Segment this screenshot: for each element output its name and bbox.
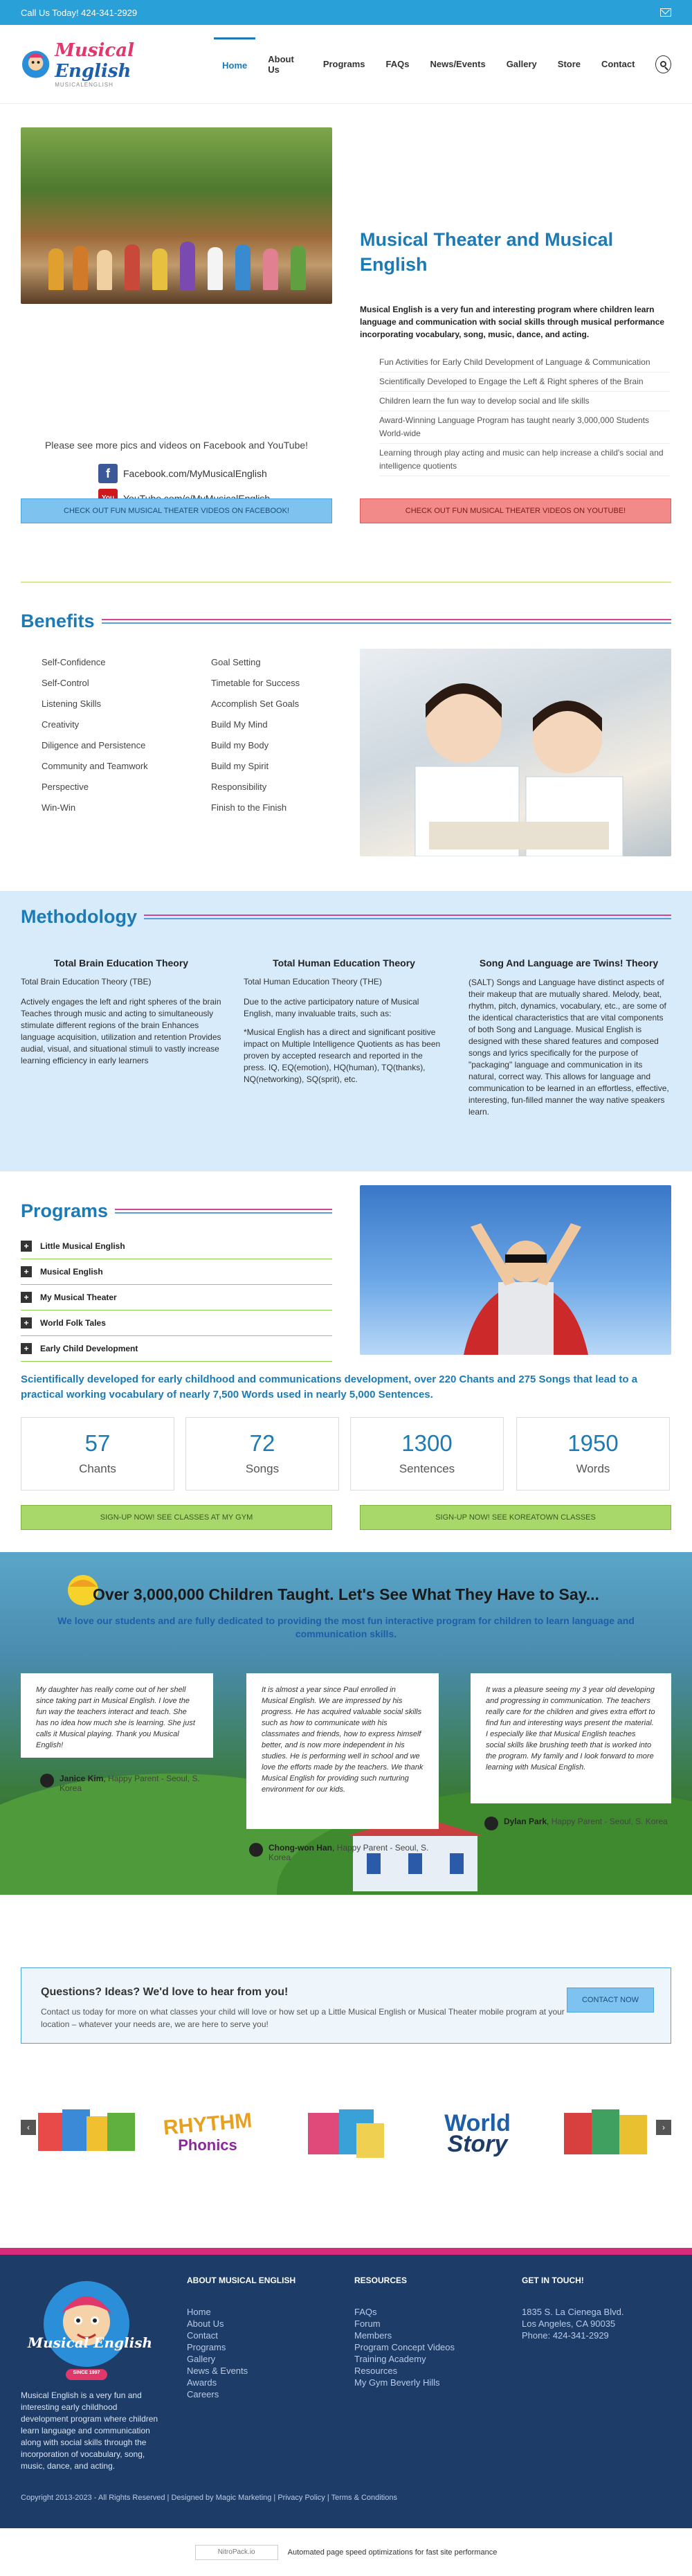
programs-accordion bbox=[21, 1234, 332, 1362]
youtube-cta-button[interactable]: CHECK OUT FUN MUSICAL THEATER VIDEOS ON YOUTUBE! bbox=[360, 498, 671, 523]
user-avatar-icon bbox=[249, 1843, 263, 1857]
footer-logo[interactable] bbox=[28, 2272, 145, 2386]
nitropack-text: Automated page speed optimizations for fast site performance bbox=[287, 2548, 498, 2557]
accordion-item[interactable] bbox=[21, 1234, 332, 1259]
nav-programs[interactable]: Programs bbox=[322, 59, 365, 69]
footer-address: Los Angeles, CA 90035 bbox=[522, 2318, 616, 2329]
intro-title: Musical Theater and Musical English bbox=[360, 229, 614, 275]
method-sub: Total Brain Education Theory (TBE) bbox=[21, 977, 152, 987]
benefits-heading bbox=[21, 611, 671, 632]
footer-link[interactable]: Awards bbox=[187, 2377, 217, 2388]
benefit-item: Listening Skills bbox=[42, 699, 101, 709]
benefit-item: Build My Mind bbox=[211, 719, 268, 730]
benefit-item: Creativity bbox=[42, 719, 80, 730]
benefit-item: Timetable for Success bbox=[211, 678, 300, 688]
author-role: Happy Parent - Seoul, S. Korea bbox=[60, 1774, 200, 1793]
phonics-logo-text: Phonics bbox=[178, 2136, 237, 2154]
testimonial-card bbox=[21, 1673, 213, 1758]
logo-icon bbox=[21, 49, 51, 80]
footer-heading: GET IN TOUCH! bbox=[522, 2276, 584, 2285]
products-carousel bbox=[0, 2064, 692, 2248]
footer-resources-col bbox=[354, 2276, 455, 2388]
benefit-item: Goal Setting bbox=[211, 657, 261, 667]
benefit-item: Self-Control bbox=[42, 678, 89, 688]
footer-logo-word-1: Musical bbox=[27, 2334, 89, 2351]
nitropack-bar bbox=[0, 2528, 692, 2576]
stats-section bbox=[0, 1365, 692, 1552]
accordion-item[interactable] bbox=[21, 1259, 332, 1285]
programs-section bbox=[0, 1171, 692, 1365]
footer-link[interactable]: Programs bbox=[187, 2342, 226, 2352]
method-text: Actively engages the left and right spheres of the brain Teaches through music and acting to simultaneously stimulate different regions of the brain Enhances language acquisition, utilization and retention Provides audial, visual, and situational stimuli to vastly increase learning efficiency in early learners bbox=[21, 997, 221, 1065]
rhythm-logo-text: RHYTHM bbox=[162, 2109, 253, 2140]
footer-logo-text bbox=[21, 2334, 159, 2351]
product-slide[interactable] bbox=[554, 2096, 657, 2172]
nitropack-badge[interactable]: NitroPack.io bbox=[195, 2545, 278, 2560]
method-heading: Song And Language are Twins! Theory bbox=[479, 957, 659, 969]
testimonial-author: Chong-won Han, Happy Parent - Seoul, S. Korea bbox=[249, 1843, 443, 1862]
main-nav bbox=[214, 33, 671, 96]
intro-list bbox=[379, 353, 670, 476]
plus-icon: + bbox=[21, 1292, 32, 1303]
method-heading: Total Human Education Theory bbox=[273, 957, 415, 969]
footer-logo-badge: SINCE 1997 bbox=[73, 2370, 100, 2375]
plus-icon: + bbox=[21, 1317, 32, 1328]
facebook-url[interactable]: Facebook.com/MyMusicalEnglish bbox=[123, 468, 267, 479]
accordion-label: Musical English bbox=[40, 1267, 103, 1277]
list-item: Scientifically Developed to Engage the Left & Right spheres of the Brain bbox=[379, 372, 670, 392]
testimonial-quote: My daughter has really come out of her shell since taking part in Musical English. I love the fun way the teachers interact and teach. She has no idea how much she is learning. She just calls it Musical playing. Thank you Musical English! bbox=[36, 1686, 195, 1749]
method-text: (SALT) Songs and Language have distinct aspects of their makeup that are mutually shared. Melody, beat, rhythm, pitch, dynamics, vocabulary, etc., are some of the identical characteristics that are vital components of both Song and Language. Musical English is designed with these shared features and composed songs and lyrics specifically for the purpose of "packaging" language and communication in its natural, correct way. This allows for language and communication to be learned in an effortless, effective, interesting, fun-filled manner the way native speakers learn. bbox=[468, 978, 669, 1117]
footer-about-col bbox=[187, 2276, 295, 2400]
kids-photo bbox=[360, 649, 671, 856]
footer-link[interactable]: Forum bbox=[354, 2318, 381, 2329]
top-bar bbox=[0, 0, 692, 25]
footer-description: Musical English is a very fun and interesting early childhood development program where children learn language and communication along with social skills through the incorporation of vocabulary, song, music, dance, and acting. bbox=[21, 2390, 158, 2471]
footer-heading: RESOURCES bbox=[354, 2276, 408, 2285]
methodology-heading bbox=[21, 906, 671, 928]
contact-body: Contact us today for more on what classes your child will love or how set up a Little Musical English or Musical Theater mobile program at your location – whatever your needs are, we are here to serve you! bbox=[41, 2007, 565, 2029]
method-col bbox=[21, 957, 221, 1074]
testimonials-section bbox=[0, 1552, 692, 1895]
footer-phone[interactable]: Phone: 424-341-2929 bbox=[522, 2330, 609, 2341]
accordion-label: Little Musical English bbox=[40, 1241, 125, 1251]
benefits-col-1 bbox=[42, 652, 148, 818]
footer-link[interactable]: Careers bbox=[187, 2389, 219, 2399]
site-footer bbox=[0, 2248, 692, 2528]
footer-heading: ABOUT MUSICAL ENGLISH bbox=[187, 2276, 296, 2285]
accordion-item[interactable] bbox=[21, 1285, 332, 1310]
stat-card bbox=[21, 1417, 174, 1490]
search-icon bbox=[660, 61, 666, 67]
list-item: Children learn the fun way to develop social and life skills bbox=[379, 392, 670, 411]
benefit-item: Diligence and Persistence bbox=[42, 740, 146, 750]
list-item: Award-Winning Language Program has taught nearly 3,000,000 Students World-wide bbox=[379, 411, 670, 444]
author-name: Dylan Park bbox=[504, 1817, 547, 1826]
nav-contact[interactable]: Contact bbox=[601, 59, 635, 69]
product-slide[interactable] bbox=[152, 2096, 263, 2172]
stats-tagline: Scientifically developed for early childhood and communications development, over 220 Chants and 275 Songs that lead to a practical working vocabulary of nearly 7,500 Words used in nearly 5,000 Sentences. bbox=[21, 1373, 638, 1400]
contact-box bbox=[21, 1967, 671, 2044]
contact-now-button[interactable]: CONTACT NOW bbox=[567, 1988, 654, 2012]
footer-link[interactable]: My Gym Beverly Hills bbox=[354, 2377, 440, 2388]
plus-icon: + bbox=[21, 1266, 32, 1277]
benefit-item: Build my Body bbox=[211, 740, 269, 750]
facebook-link[interactable] bbox=[98, 464, 267, 483]
plus-icon: + bbox=[21, 1343, 32, 1354]
footer-link[interactable]: Gallery bbox=[187, 2354, 216, 2364]
logo-subtitle: MUSICALENGLISH bbox=[55, 82, 113, 88]
nav-about[interactable]: About Us bbox=[268, 53, 294, 75]
product-slide[interactable] bbox=[422, 2096, 533, 2172]
footer-link[interactable]: Training Academy bbox=[354, 2354, 426, 2364]
heading-lines bbox=[144, 915, 671, 919]
methodology-title: Methodology bbox=[21, 906, 137, 927]
stat-label: Songs bbox=[245, 1462, 280, 1475]
intro-section bbox=[0, 104, 692, 498]
benefit-item: Finish to the Finish bbox=[211, 802, 287, 813]
method-col bbox=[244, 957, 444, 1092]
nav-gallery[interactable]: Gallery bbox=[506, 59, 537, 69]
product-slide[interactable] bbox=[291, 2096, 401, 2172]
benefit-item: Perspective bbox=[42, 782, 89, 792]
user-avatar-icon bbox=[40, 1774, 54, 1787]
hero-kid-photo bbox=[360, 1185, 671, 1355]
logo-word-1: Musical bbox=[55, 40, 134, 61]
world-logo-text: World bbox=[444, 2110, 511, 2136]
testimonial-author: Dylan Park, Happy Parent - Seoul, S. Korea bbox=[484, 1817, 685, 1830]
method-heading: Total Brain Education Theory bbox=[53, 957, 189, 969]
footer-link[interactable]: Members bbox=[354, 2330, 392, 2341]
signup-mygym-button[interactable]: SIGN-UP NOW! SEE CLASSES AT MY GYM bbox=[21, 1505, 332, 1530]
programs-heading bbox=[21, 1200, 332, 1222]
footer-contact-col bbox=[522, 2276, 623, 2341]
footer-link[interactable]: Contact bbox=[187, 2330, 218, 2341]
mail-icon[interactable] bbox=[660, 8, 671, 17]
search-button[interactable] bbox=[655, 55, 671, 73]
site-header bbox=[0, 25, 692, 104]
accordion-label: World Folk Tales bbox=[40, 1318, 106, 1328]
copyright-text: Copyright 2013-2023 - All Rights Reserved | Designed by Magic Marketing | Privacy Policy | Terms & Conditions bbox=[21, 2494, 397, 2502]
phone-text[interactable]: Call Us Today! 424-341-2929 bbox=[21, 7, 138, 18]
list-item: Learning through play acting and music can help increase a child's social and intelligence quotients bbox=[379, 444, 670, 476]
benefit-item: Community and Teamwork bbox=[42, 761, 148, 771]
stat-label: Sentences bbox=[399, 1462, 455, 1475]
facebook-icon: f bbox=[98, 464, 118, 483]
footer-link[interactable]: About Us bbox=[187, 2318, 224, 2329]
author-role: Happy Parent - Seoul, S. Korea bbox=[268, 1843, 429, 1862]
contact-title: Questions? Ideas? We'd love to hear from you! bbox=[41, 1986, 289, 1998]
footer-address: 1835 S. La Cienega Blvd. bbox=[522, 2307, 624, 2317]
site-logo[interactable] bbox=[21, 40, 214, 88]
method-col bbox=[468, 957, 669, 1125]
benefit-item: Accomplish Set Goals bbox=[211, 699, 300, 709]
logo-word-2: English bbox=[55, 61, 131, 82]
testimonial-author: Janice Kim, Happy Parent - Seoul, S. Korea bbox=[40, 1774, 213, 1793]
product-slide[interactable] bbox=[31, 2096, 142, 2172]
stat-label: Words bbox=[576, 1462, 610, 1475]
benefit-item: Win-Win bbox=[42, 802, 76, 813]
author-role: Happy Parent - Seoul, S. Korea bbox=[551, 1817, 668, 1826]
methodology-section bbox=[0, 891, 692, 1171]
intro-cta-row bbox=[0, 498, 692, 582]
accordion-label: Early Child Development bbox=[40, 1344, 138, 1353]
contact-section bbox=[0, 1895, 692, 2064]
nav-news[interactable]: News/Events bbox=[430, 59, 486, 69]
author-name: Chong-won Han bbox=[268, 1843, 332, 1853]
stat-card bbox=[185, 1417, 339, 1490]
intro-lead: Musical English is a very fun and interesting program where children learn language and communication with social skills through musical performance incorporating vocabulary, song, music, dance, and acting. bbox=[360, 305, 665, 339]
author-name: Janice Kim bbox=[60, 1774, 104, 1783]
footer-link[interactable]: Program Concept Videos bbox=[354, 2342, 455, 2352]
stat-card bbox=[516, 1417, 670, 1490]
stat-label: Chants bbox=[79, 1462, 116, 1475]
footer-link[interactable]: FAQs bbox=[354, 2307, 377, 2317]
method-sub: Total Human Education Theory (THE) bbox=[244, 977, 382, 987]
theater-photo bbox=[21, 127, 332, 304]
testimonial-card bbox=[246, 1673, 439, 1829]
facebook-cta-button[interactable]: CHECK OUT FUN MUSICAL THEATER VIDEOS ON FACEBOOK! bbox=[21, 498, 332, 523]
stat-number: 57 bbox=[84, 1430, 111, 1456]
nav-home[interactable]: Home bbox=[214, 37, 255, 91]
method-text: Due to the active participatory nature of Musical English, many invaluable traits, such as: bbox=[244, 997, 419, 1018]
stat-number: 72 bbox=[249, 1430, 275, 1456]
footer-link[interactable]: Resources bbox=[354, 2366, 398, 2376]
stat-number: 1950 bbox=[567, 1430, 619, 1456]
social-note: Please see more pics and videos on Facebook and YouTube! bbox=[44, 440, 309, 451]
accordion-item[interactable] bbox=[21, 1336, 332, 1362]
benefit-item: Build my Spirit bbox=[211, 761, 269, 771]
method-text: *Musical English has a direct and significant positive impact on Multiple Intelligence Quotients as has been proven by accepted research and reported in the press. IQ, EQ(emotion), HQ(human), TQ(thanks), NQ(networking), SQ(sprit), etc. bbox=[244, 1027, 441, 1084]
accordion-label: My Musical Theater bbox=[40, 1292, 117, 1302]
testimonials-title: Over 3,000,000 Children Taught. Let's See What They Have to Say... bbox=[93, 1585, 599, 1603]
nav-faqs[interactable]: FAQs bbox=[385, 59, 410, 69]
nav-store[interactable]: Store bbox=[557, 59, 581, 69]
heading-lines bbox=[115, 1209, 332, 1214]
testimonial-quote: It was a pleasure seeing my 3 year old developing and progressing in communication. The teachers really care for the children and gives extra effort to find fun and interesting ways present the material. I especially like that Musical English teaches social skills like brushing teeth that is worked into the program. My family and I look forward to more learning with Musical English. bbox=[486, 1686, 655, 1772]
testimonials-subtitle: We love our students and are fully dedicated to providing the most fun interactive program for children to learn language and communication skills. bbox=[57, 1615, 635, 1639]
carousel-next-arrow[interactable]: › bbox=[656, 2120, 671, 2135]
stat-number: 1300 bbox=[401, 1430, 453, 1456]
list-item: Fun Activities for Early Child Development of Language & Communication bbox=[379, 353, 670, 372]
testimonial-quote: It is almost a year since Paul enrolled in Musical English. We are impressed by his progress. He has acquired valuable social skills such as how to communicate with his classmates and friends, how to express himself better, and is now more independent in his studies. He is performing well in school and we love the efforts made by the teachers. We thank Musical English for providing such nurturing environment for our kids. bbox=[262, 1686, 424, 1794]
benefits-col-2 bbox=[211, 652, 300, 818]
story-logo-text: Story bbox=[447, 2131, 508, 2157]
benefits-section bbox=[0, 583, 692, 891]
footer-logo-word-2: English bbox=[93, 2334, 152, 2351]
accordion-item[interactable] bbox=[21, 1310, 332, 1336]
signup-koreatown-button[interactable]: SIGN-UP NOW! SEE KOREATOWN CLASSES bbox=[360, 1505, 671, 1530]
carousel-prev-arrow[interactable]: ‹ bbox=[21, 2120, 36, 2135]
benefits-title: Benefits bbox=[21, 611, 95, 631]
programs-title: Programs bbox=[21, 1200, 109, 1221]
stat-card bbox=[350, 1417, 504, 1490]
user-avatar-icon bbox=[484, 1817, 498, 1830]
heading-lines bbox=[102, 619, 671, 624]
footer-link[interactable]: Home bbox=[187, 2307, 211, 2317]
benefit-item: Self-Confidence bbox=[42, 657, 106, 667]
testimonial-card bbox=[471, 1673, 671, 1803]
plus-icon: + bbox=[21, 1241, 32, 1252]
benefit-item: Responsibility bbox=[211, 782, 267, 792]
footer-link[interactable]: News & Events bbox=[187, 2366, 248, 2376]
